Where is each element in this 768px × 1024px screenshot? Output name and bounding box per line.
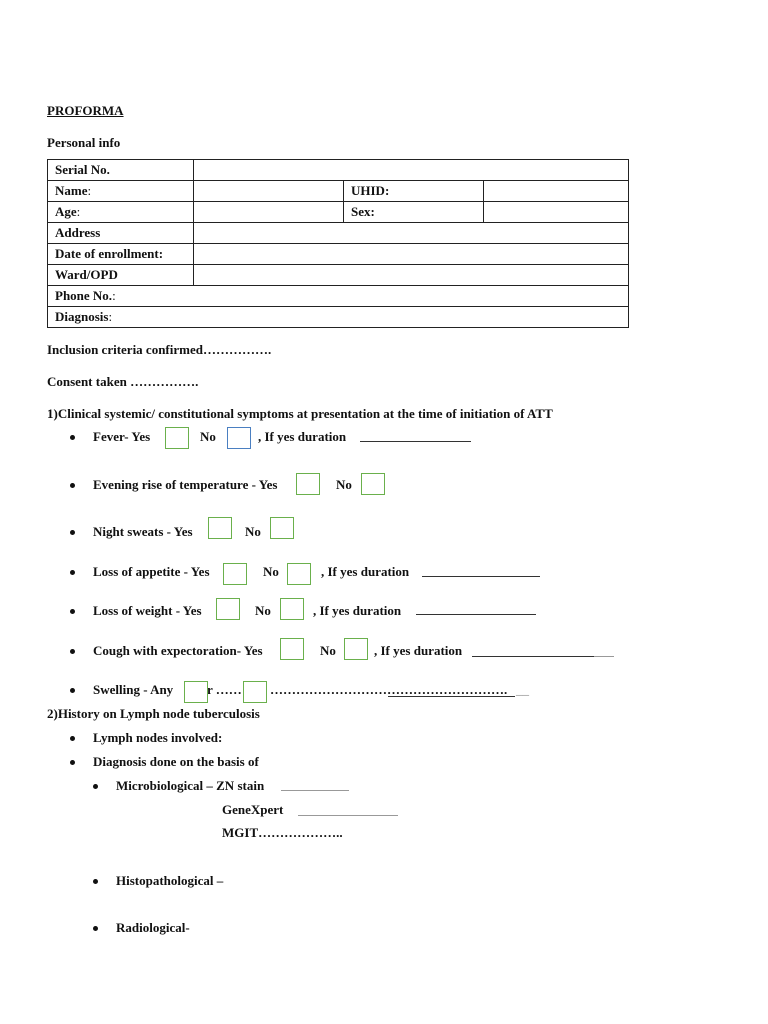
bullet-icon xyxy=(70,435,75,440)
table-row xyxy=(48,307,629,328)
swelling-no-checkbox[interactable] xyxy=(243,681,267,703)
loss-of-appetite-no-checkbox[interactable] xyxy=(287,563,311,585)
lymph-nodes-label: Lymph nodes involved: xyxy=(93,730,223,745)
bullet-icon xyxy=(70,649,75,654)
swelling-tail: __ xyxy=(516,682,529,697)
night-sweats-label: Night sweats - Yes xyxy=(93,524,193,539)
loss-of-appetite-duration-field[interactable] xyxy=(422,576,540,577)
swelling-fragment: r …… xyxy=(207,682,242,697)
age-field[interactable] xyxy=(194,202,344,223)
table-row xyxy=(48,286,629,307)
fever-no-label: No xyxy=(200,429,216,444)
swelling-label: Swelling - Any xyxy=(93,682,174,697)
bullet-icon xyxy=(70,609,75,614)
cough-duration-label: , If yes duration xyxy=(374,643,463,658)
genexpert-field[interactable] xyxy=(298,815,398,816)
loss-of-weight-no-checkbox[interactable] xyxy=(280,598,304,620)
diagnosis-basis-label: Diagnosis done on the basis of xyxy=(93,754,259,769)
table-row xyxy=(48,244,629,265)
bullet-icon xyxy=(70,530,75,535)
loss-of-weight-duration-field[interactable] xyxy=(416,614,536,615)
cough-duration-field[interactable] xyxy=(472,656,594,657)
loss-of-appetite-label: Loss of appetite - Yes xyxy=(93,564,210,579)
inclusion-criteria: Inclusion criteria confirmed……………. xyxy=(47,342,272,357)
swelling-field[interactable] xyxy=(388,696,515,697)
histopathological-label: Histopathological – xyxy=(116,873,224,888)
personal-info-table xyxy=(47,159,629,328)
night-sweats-no-label: No xyxy=(245,524,261,539)
sex-label: Sex: xyxy=(344,202,484,223)
loss-of-weight-yes-checkbox[interactable] xyxy=(216,598,240,620)
ward-opd-field[interactable] xyxy=(194,265,629,286)
bullet-icon xyxy=(70,760,75,765)
uhid-field[interactable] xyxy=(484,181,629,202)
serial-no-label: Serial No. xyxy=(48,160,194,181)
table-row xyxy=(48,160,629,181)
fever-duration-label: , If yes duration xyxy=(258,429,347,444)
table-row xyxy=(48,181,629,202)
mgit-label: MGIT……………….. xyxy=(222,825,343,840)
cough-yes-checkbox[interactable] xyxy=(280,638,304,660)
personal-info-heading: Personal info xyxy=(47,135,121,150)
loss-of-weight-duration-label: , If yes duration xyxy=(313,603,402,618)
diagnosis-field[interactable]: Diagnosis: xyxy=(48,307,629,328)
loss-of-appetite-duration-label: , If yes duration xyxy=(321,564,410,579)
ward-opd-label: Ward/OPD xyxy=(48,265,194,286)
bullet-icon xyxy=(93,784,98,789)
serial-no-field[interactable] xyxy=(194,160,629,181)
date-of-enrollment-field[interactable] xyxy=(194,244,629,265)
name-label: Name: xyxy=(48,181,194,202)
table-row xyxy=(48,265,629,286)
table-row xyxy=(48,202,629,223)
microbiological-label: Microbiological – ZN stain xyxy=(116,778,265,793)
swelling-yes-checkbox[interactable] xyxy=(184,681,208,703)
loss-of-weight-label: Loss of weight - Yes xyxy=(93,603,202,618)
loss-of-weight-no-label: No xyxy=(255,603,271,618)
night-sweats-yes-checkbox[interactable] xyxy=(208,517,232,539)
swelling-dots: ………………………………………………. xyxy=(270,682,508,697)
zn-stain-field[interactable] xyxy=(281,790,349,791)
radiological-label: Radiological- xyxy=(116,920,190,935)
table-row xyxy=(48,223,629,244)
fever-duration-field[interactable] xyxy=(360,441,471,442)
section2-heading: 2)History on Lymph node tuberculosis xyxy=(47,706,260,721)
night-sweats-no-checkbox[interactable] xyxy=(270,517,294,539)
cough-no-checkbox[interactable] xyxy=(344,638,368,660)
bullet-icon xyxy=(70,483,75,488)
date-of-enrollment-label: Date of enrollment: xyxy=(48,244,194,265)
fever-yes-checkbox[interactable] xyxy=(165,427,189,449)
sex-field[interactable] xyxy=(484,202,629,223)
evening-rise-no-label: No xyxy=(336,477,352,492)
form-title: PROFORMA xyxy=(47,103,124,118)
address-label: Address xyxy=(48,223,194,244)
consent-taken: Consent taken ……………. xyxy=(47,374,199,389)
bullet-icon xyxy=(70,736,75,741)
evening-rise-no-checkbox[interactable] xyxy=(361,473,385,495)
evening-rise-label: Evening rise of temperature - Yes xyxy=(93,477,278,492)
bullet-icon xyxy=(70,570,75,575)
cough-no-label: No xyxy=(320,643,336,658)
bullet-icon xyxy=(70,688,75,693)
section1-heading: 1)Clinical systemic/ constitutional symptoms at presentation at the time of initiation of ATT xyxy=(47,406,553,421)
address-field[interactable] xyxy=(194,223,629,244)
cough-label: Cough with expectoration- Yes xyxy=(93,643,263,658)
bullet-icon xyxy=(93,879,98,884)
name-field[interactable] xyxy=(194,181,344,202)
age-label: Age: xyxy=(48,202,194,223)
bullet-icon xyxy=(93,926,98,931)
uhid-label: UHID: xyxy=(344,181,484,202)
loss-of-appetite-no-label: No xyxy=(263,564,279,579)
phone-no-field[interactable]: Phone No.: xyxy=(48,286,629,307)
fever-label: Fever- Yes xyxy=(93,429,151,444)
loss-of-appetite-yes-checkbox[interactable] xyxy=(223,563,247,585)
fever-no-checkbox[interactable] xyxy=(227,427,251,449)
cough-duration-field-tail xyxy=(594,656,614,657)
evening-rise-yes-checkbox[interactable] xyxy=(296,473,320,495)
genexpert-label: GeneXpert xyxy=(222,802,284,817)
